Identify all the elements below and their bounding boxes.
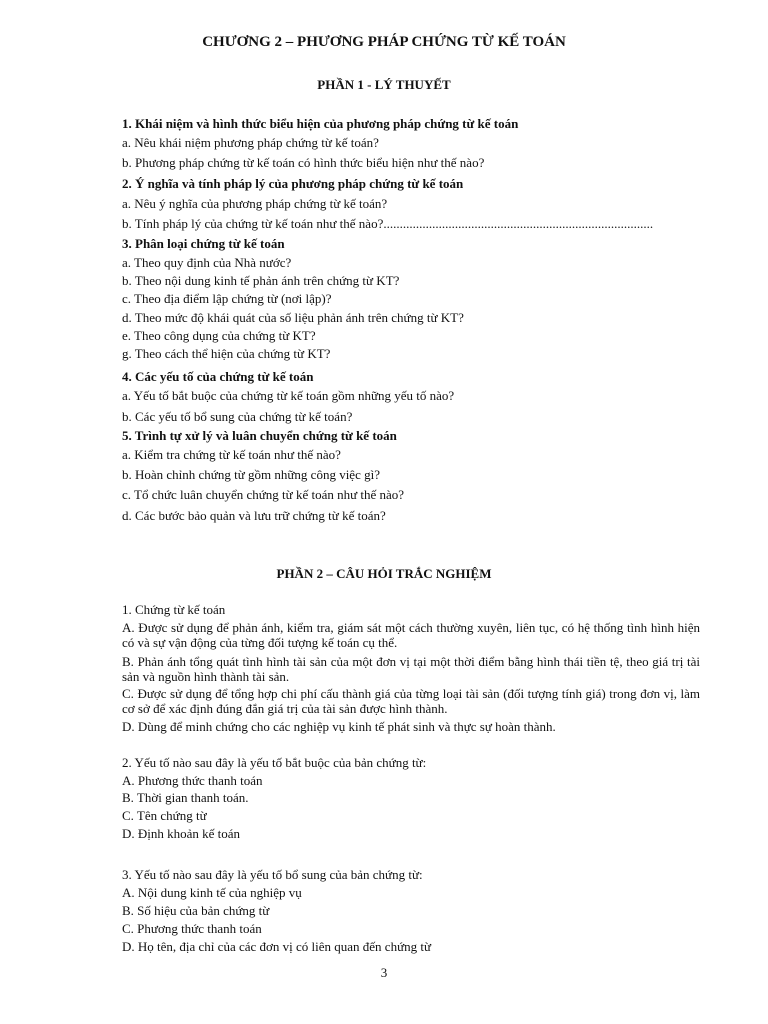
part1-heading-1: 1. Khái niệm và hình thức biểu hiện của phương pháp chứng từ kế toán (122, 116, 519, 131)
part1-item: e. Theo công dụng của chứng từ KT? (122, 328, 316, 343)
part1-item: a. Yếu tố bắt buộc của chứng từ kế toán gồm những yếu tố nào? (122, 388, 455, 403)
question-text: 1. Chứng từ kế toán (122, 602, 226, 617)
part1-heading-2: 2. Ý nghĩa và tính pháp lý của phương pháp chứng từ kế toán (122, 176, 464, 191)
page-number: 3 (380, 965, 388, 980)
answer-option-d: D. Dùng để minh chứng cho các nghiệp vụ kinh tế phát sinh và thực sự hoàn thành. (122, 719, 556, 734)
answer-option-a: A. Được sử dụng để phản ánh, kiểm tra, giám sát một cách thường xuyên, liên tục, có hệ thống tình hình hiện có và sự vận động của từng đối tượng kế toán cụ thể. (122, 620, 700, 650)
part1-item: c. Theo địa điểm lập chứng từ (nơi lập)? (122, 291, 332, 306)
answer-option-c: C. Phương thức thanh toán (122, 921, 262, 936)
answer-option-a: A. Phương thức thanh toán (122, 773, 263, 788)
part1-item: c. Tổ chức luân chuyển chứng từ kế toán như thế nào? (122, 487, 405, 502)
answer-option-b: B. Phản ánh tổng quát tình hình tài sản của một đơn vị tại một thời điểm bằng hình thái tiền tệ, theo giá trị tài sản và nguồn hình thành tài sản. (122, 654, 700, 684)
part1-item: b. Tính pháp lý của chứng từ kế toán như thế nào?................................................................................... (122, 216, 654, 231)
answer-option-a: A. Nội dung kinh tế của nghiệp vụ (122, 885, 302, 900)
part1-heading-5: 5. Trình tự xử lý và luân chuyển chứng từ kế toán (122, 428, 397, 443)
answer-option-d: D. Định khoản kế toán (122, 826, 241, 841)
part1-heading-3: 3. Phân loại chứng từ kế toán (122, 236, 285, 251)
question-text: 2. Yếu tố nào sau đây là yếu tố bắt buộc của bản chứng từ: (122, 755, 427, 770)
part1-item: d. Các bước bảo quản và lưu trữ chứng từ kế toán? (122, 508, 386, 523)
part1-heading-4: 4. Các yếu tố của chứng từ kế toán (122, 369, 314, 384)
answer-option-b: B. Số hiệu của bản chứng từ (122, 903, 270, 918)
part2-title: PHẦN 2 – CÂU HỎI TRẮC NGHIỆM (276, 566, 492, 581)
part1-item: b. Phương pháp chứng từ kế toán có hình thức biểu hiện như thế nào? (122, 155, 485, 170)
answer-option-c: C. Tên chứng từ (122, 808, 207, 823)
answer-option-d: D. Họ tên, địa chỉ của các đơn vị có liên quan đến chứng từ (122, 939, 432, 954)
question-text: 3. Yếu tố nào sau đây là yếu tố bổ sung của bản chứng từ: (122, 867, 423, 882)
part1-item: b. Hoàn chỉnh chứng từ gồm những công việc gì? (122, 467, 380, 482)
part1-item: d. Theo mức độ khái quát của số liệu phản ánh trên chứng từ KT? (122, 310, 464, 325)
answer-option-c: C. Được sử dụng để tổng hợp chi phí cấu thành giá của từng loại tài sản (đối tượng tính giá) trong đơn vị, làm cơ sở để xác định đúng đắn giá trị của tài sản được hình thành. (122, 686, 700, 716)
part1-title: PHẦN 1 - LÝ THUYẾT (317, 77, 451, 92)
answer-option-b: B. Thời gian thanh toán. (122, 790, 249, 805)
part1-item: a. Kiểm tra chứng từ kế toán như thế nào? (122, 447, 341, 462)
part1-item: a. Nêu khái niệm phương pháp chứng từ kế toán? (122, 135, 379, 150)
part1-item: b. Theo nội dung kinh tế phản ánh trên chứng từ KT? (122, 273, 400, 288)
part1-item: a. Nêu ý nghĩa của phương pháp chứng từ kế toán? (122, 196, 388, 211)
part1-item: b. Các yếu tố bổ sung của chứng từ kế toán? (122, 409, 353, 424)
chapter-title: CHƯƠNG 2 – PHƯƠNG PHÁP CHỨNG TỪ KẾ TOÁN (202, 34, 566, 50)
part1-item: g. Theo cách thể hiện của chứng từ KT? (122, 346, 331, 361)
part1-item: a. Theo quy định của Nhà nước? (122, 255, 292, 270)
